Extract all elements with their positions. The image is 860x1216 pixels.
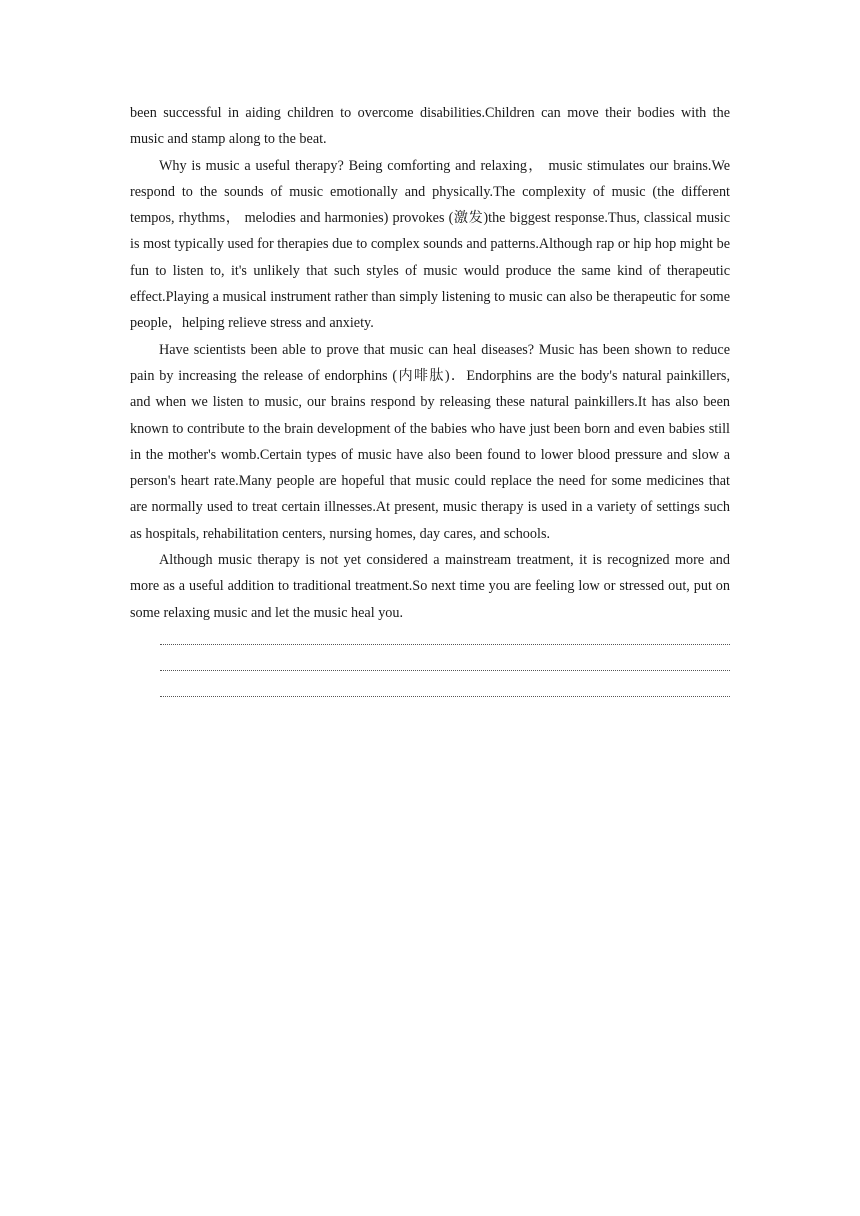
answer-lines: [160, 644, 730, 697]
paragraph-conclusion: Although music therapy is not yet considered a mainstream treatment, it is recognized more and more as a useful addition to traditional treatment.So next time you are feeling low or stressed out, put on some relaxing music and let the music heal you.: [130, 552, 730, 621]
paragraph-scientific-evidence: Have scientists been able to prove that music can heal diseases? Music has been shown to reduce pain by increasing the release of endorphins (内啡肽)．Endorphins are the body's natural painkillers, and when we listen to music, our brains respond by releasing these natural painkillers.It has also been known to contribute to the brain development of the babies who have just been born and even babies still in the mother's womb.Certain types of music have also been found to lower blood pressure and slow a person's heart rate.Many people are hopeful that music could replace the need for some medicines that are normally used to treat certain illnesses.At present, music therapy is used in a variety of settings such as hospitals, rehabilitation centers, nursing homes, day cares, and schools.: [130, 341, 730, 542]
paragraph-why-music-therapy: Why is music a useful therapy? Being comforting and relaxing， music stimulates our brains.We respond to the sounds of music emotionally and physically.The complexity of music (the different tempos, rhythms， melodies and harmonies) provokes (激发)the biggest response.Thus, classical music is most typically used for therapies due to complex sounds and patterns.Although rap or hip hop might be fun to listen to, it's unlikely that such styles of music would produce the same kind of therapeutic effect.Playing a musical instrument rather than simply listening to music can also be therapeutic for some people，helping relieve stress and anxiety.: [130, 157, 730, 332]
document-page: [130, 100, 730, 722]
answer-line[interactable]: [160, 644, 730, 645]
answer-line[interactable]: [160, 696, 730, 697]
paragraph-continuation: been successful in aiding children to overcome disabilities.Children can move their bodies with the music and stamp along to the beat.: [130, 105, 730, 148]
answer-line[interactable]: [160, 670, 730, 671]
